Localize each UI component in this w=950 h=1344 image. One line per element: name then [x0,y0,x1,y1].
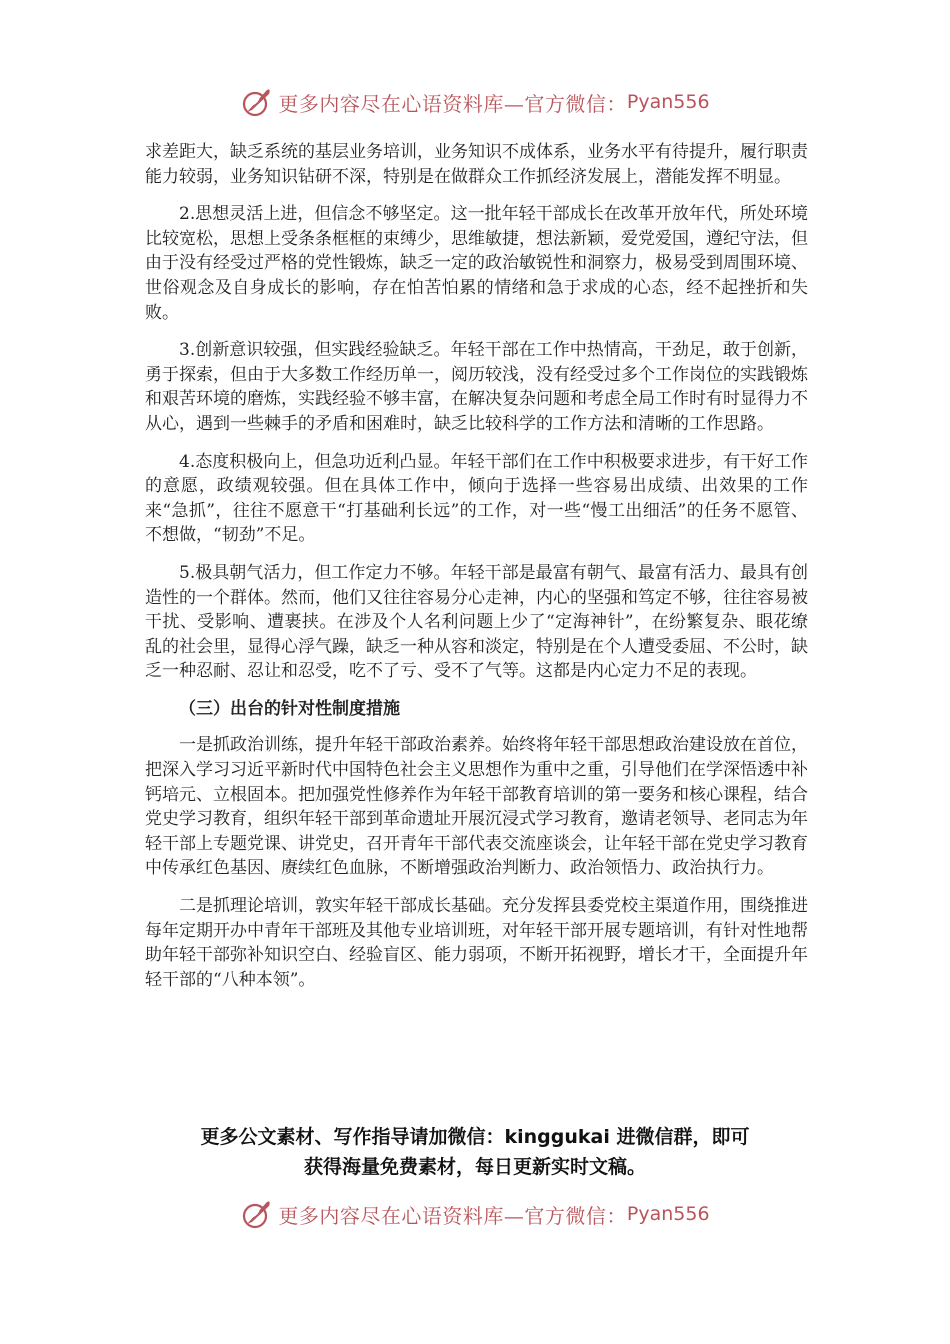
header-banner-text: 更多内容尽在心语资料库—官方微信： [278,91,627,116]
footer-banner [0,1192,950,1236]
quill-logo-icon [240,1197,274,1231]
promo-line-1: 更多公文素材、写作指导请加微信：kinggukai 进微信群，即可 [200,1126,750,1148]
paragraph-point-2: 2.思想灵活上进，但信念不够坚定。这一批年轻干部成长在改革开放年代，所处环境比较宽松，思想上受条条框框的束缚少，思维敏捷，想法新颖，爱党爱国，遵纪守法，但由于没有经受过严格的党性锻炼，缺乏一定的政治敏锐性和洞察力，极易受到周围环境、世俗观念及自身成长的影响，存在怕苦怕累的情绪和急于求成的心态，经不起挫折和失败。 [145,204,808,323]
footer-banner-id: Pyan556 [626,1203,710,1225]
promo-notice [100,1122,850,1182]
paragraph-measure-1: 一是抓政治训练，提升年轻干部政治素养。始终将年轻干部思想政治建设放在首位，把深入学习习近平新时代中国特色社会主义思想作为重中之重，引导他们在学深悟透中补钙培元、立根固本。把加强党性修养作为年轻干部教育培训的第一要务和核心课程，结合党史学习教育，组织年轻干部到革命遗址开展沉浸式学习教育，邀请老领导、老同志为年轻干部上专题党课、讲党史，召开青年干部代表交流座谈会，让年轻干部在党史学习教育中传承红色基因、赓续红色血脉，不断增强政治判断力、政治领悟力、政治执行力。 [145,735,808,879]
paragraph-point-4: 4.态度积极向上，但急功近利凸显。年轻干部们在工作中积极要求进步，有干好工作的意愿，政绩观较强。但在具体工作中，倾向于选择一些容易出成绩、出效果的工作来“急抓”，往往不愿意干“打基础利长远”的工作，对一些“慢工出细活”的任务不愿管、不想做，“韧劲”不足。 [145,451,808,546]
document-body [145,140,808,1005]
section-heading: （三）出台的针对性制度措施 [179,698,400,719]
paragraph-point-3: 3.创新意识较强，但实践经验缺乏。年轻干部在工作中热情高，干劲足，敢于创新，勇于探索，但由于大多数工作经历单一，阅历较浅，没有经受过多个工作岗位的实践锻炼和艰苦环境的磨炼，实践经验不够丰富，在解决复杂问题和考虑全局工作时有时显得力不从心，遇到一些棘手的矛盾和困难时，缺乏比较科学的工作方法和清晰的工作思路。 [145,340,808,434]
promo-line-2: 获得海量免费素材，每日更新实时文稿。 [303,1156,646,1178]
footer-banner-text: 更多内容尽在心语资料库—官方微信： [278,1203,627,1228]
paragraph-continuation: 求差距大，缺乏系统的基层业务培训，业务知识不成体系，业务水平有待提升，履行职责能力较弱，业务知识钻研不深，特别是在做群众工作抓经济发展上，潜能发挥不明显。 [145,142,808,187]
header-banner [0,80,950,124]
quill-logo-icon [240,85,274,119]
paragraph-point-5: 5.极具朝气活力，但工作定力不够。年轻干部是最富有朝气、最富有活力、最具有创造性的一个群体。然而，他们又往往容易分心走神，内心的坚强和笃定不够，往往容易被干扰、受影响、遭裹挟。在涉及个人名利问题上少了“定海神针”，在纷繁复杂、眼花缭乱的社会里，显得心浮气躁，缺乏一种从容和淡定，特别是在个人遭受委屈、不公时，缺乏一种忍耐、忍让和忍受，吃不了亏、受不了气等。这都是内心定力不足的表现。 [145,562,808,682]
paragraph-measure-2: 二是抓理论培训，敦实年轻干部成长基础。充分发挥县委党校主渠道作用，围绕推进每年定期开办中青年干部班及其他专业培训班，对年轻干部开展专题培训，有针对性地帮助年轻干部弥补知识空白、经验盲区、能力弱项，不断开拓视野，增长才干，全面提升年轻干部的“八种本领”。 [145,896,808,990]
header-banner-id: Pyan556 [626,91,710,113]
